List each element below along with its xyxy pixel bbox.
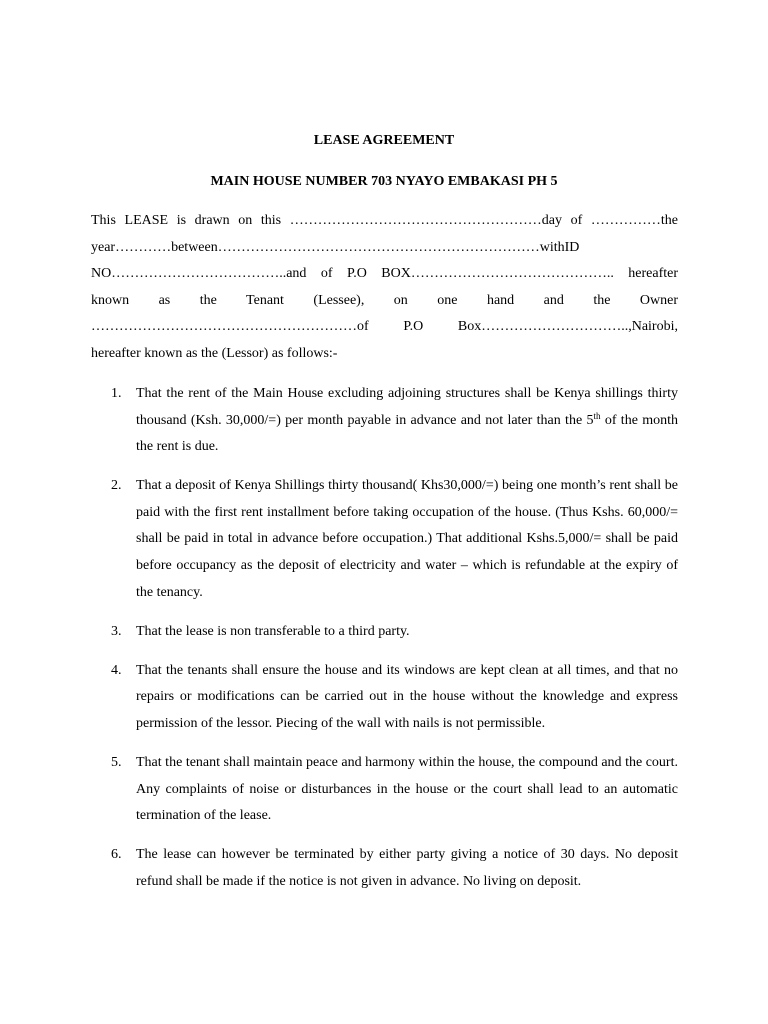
- ordinal-suffix: th: [593, 410, 601, 421]
- clause-number: 3.: [111, 623, 122, 639]
- clause-list: [91, 381, 678, 908]
- clause-item: [91, 473, 678, 606]
- intro-line: hereafter known as the (Lessor) as follows:-: [91, 345, 338, 361]
- clause-item: [91, 842, 678, 895]
- document-title: LEASE AGREEMENT: [313, 133, 455, 148]
- clause-text-continued: of the month the rent is due.: [136, 412, 678, 455]
- clause-text: That the tenants shall ensure the house and its windows are kept clean at all times, and that no repairs or modifications can be carried out in the house without the knowledge and express permission of the lessor. Piecing of the wall with nails is not permissible.: [136, 662, 678, 732]
- intro-line: …………………………………………………of P.O Box…………………………..,Nairobi,: [91, 319, 678, 335]
- intro-line: NO………………………………..and of P.O BOX…………………………………….. hereafter: [91, 266, 678, 282]
- clause-item: [91, 619, 678, 646]
- clause-item: [91, 658, 678, 738]
- clause-item: [91, 750, 678, 830]
- clause-number: 4.: [111, 662, 122, 678]
- intro-line: This LEASE is drawn on this ………………………………………………day of ……………the: [91, 213, 678, 228]
- clause-text: That a deposit of Kenya Shillings thirty thousand( Khs30,000/=) being one month’s rent shall be paid with the first rent installment before taking occupation of the house. (Thus Kshs. 60,000/= shall be paid in total in advance before occupation.) That additional Kshs.5,000/= shall be paid before occupancy as the deposit of electricity and water – which is refundable at the expiry of the tenancy.: [136, 478, 678, 600]
- clause-text: That the rent of the Main House excluding adjoining structures shall be Kenya shillings thirty thousand (Ksh. 30,000/=) per month payable in advance and not later than the 5: [136, 386, 678, 428]
- intro-paragraph: [91, 208, 678, 368]
- intro-line: known as the Tenant (Lessee), on one hand and the Owner: [91, 292, 678, 308]
- clause-number: 6.: [111, 847, 122, 863]
- clause-number: 5.: [111, 755, 122, 771]
- clause-text: That the tenant shall maintain peace and harmony within the house, the compound and the court. Any complaints of noise or disturbances in the house or the court shall lead to an automatic termination of the lease.: [136, 755, 678, 824]
- clause-number: 1.: [111, 386, 122, 401]
- clause-item: [91, 381, 678, 461]
- intro-line: year…………between……………………………………………………………withID: [91, 239, 580, 255]
- clause-text: The lease can however be terminated by either party giving a notice of 30 days. No deposit refund shall be made if the notice is not given in advance. No living on deposit.: [136, 847, 678, 889]
- clause-number: 2.: [111, 478, 122, 494]
- clause-text: That the lease is non transferable to a third party.: [136, 623, 410, 639]
- document-subtitle: MAIN HOUSE NUMBER 703 NYAYO EMBAKASI PH 5: [210, 174, 558, 189]
